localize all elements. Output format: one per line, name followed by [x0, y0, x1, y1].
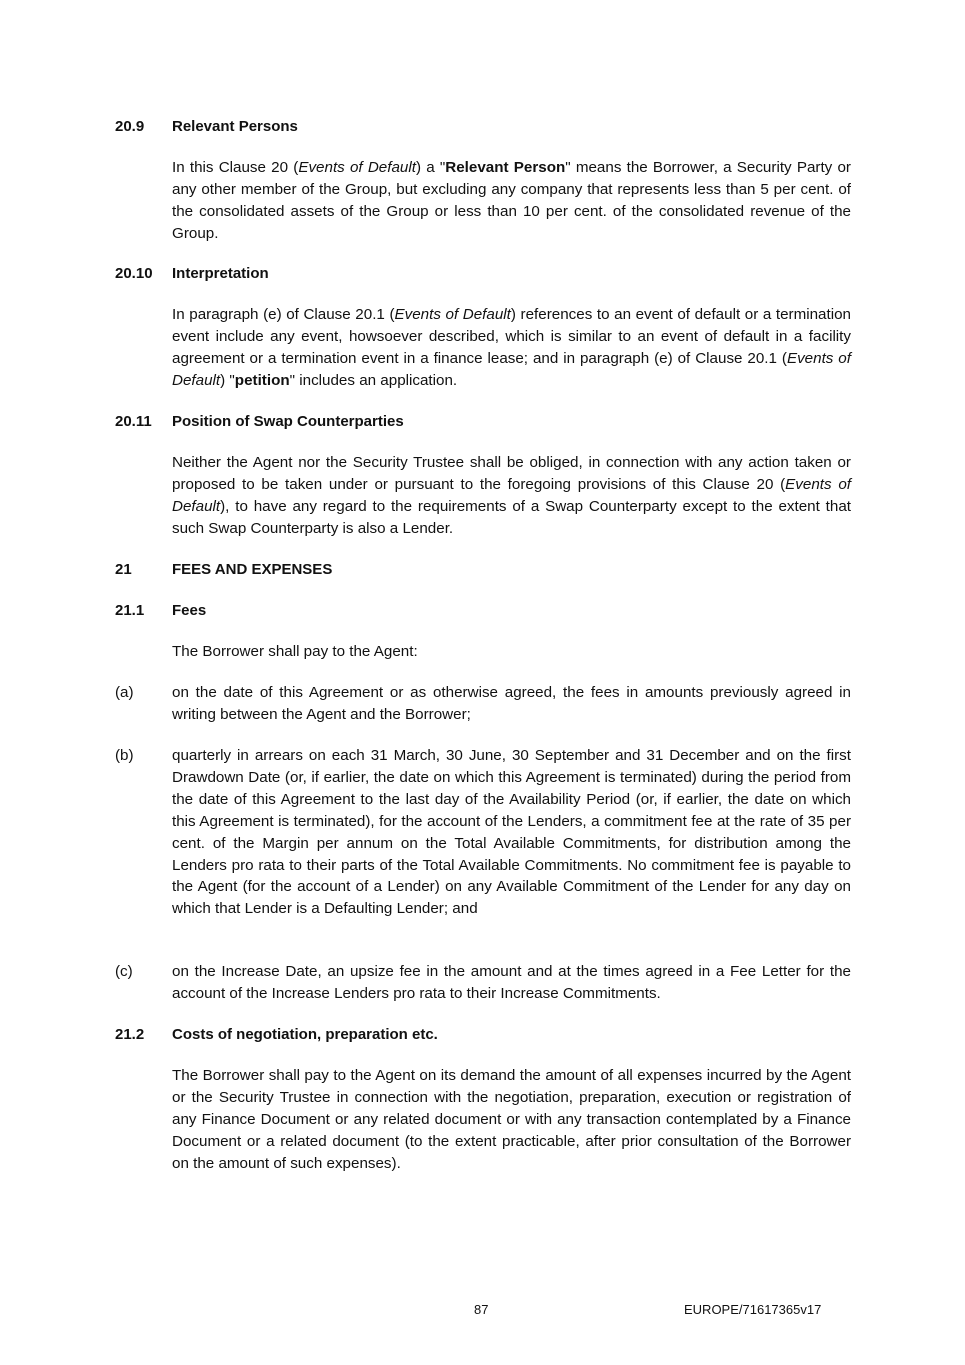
list-item-b — [115, 745, 851, 920]
paragraph-21-2: The Borrower shall pay to the Agent on its demand the amount of all expenses incurred by the Agent or the Security Trustee in connection with the negotiation, preparation, execution or registration of any Finance Document or any related document or with any transaction contemplated by a Finance Document or a related document (to the extent practicable, after prior consultation of the Borrower on the amount of such expenses). — [172, 1067, 851, 1172]
list-item-text: on the Increase Date, an upsize fee in the amount and at the times agreed in a Fee Letter for the account of the Increase Lenders pro rata to their Increase Commitments. — [172, 963, 851, 1002]
list-item-c — [115, 961, 851, 1005]
paragraph-20-10: In paragraph (e) of Clause 20.1 (Events of Default) references to an event of default or a termination event include any event, howsoever described, which is similar to an event of default in a facility agreement or a termination event in a finance lease; and in paragraph (e) of Clause 20.1 (Events of Default) "petition" includes an application. — [172, 306, 851, 389]
section-number: 20.11 — [115, 413, 152, 430]
list-item-text: on the date of this Agreement or as otherwise agreed, the fees in amounts previously agreed in writing between the Agent and the Borrower; — [172, 684, 851, 723]
section-number: 21.2 — [115, 1026, 145, 1043]
paragraph-20-11: Neither the Agent nor the Security Trustee shall be obliged, in connection with any action taken or proposed to be taken under or pursuant to the foregoing provisions of this Clause 20 (Events of Default), to have any regard to the requirements of a Swap Counterparty except to the extent that such Swap Counterparty is also a Lender. — [172, 454, 851, 537]
paragraph-21-1-intro: The Borrower shall pay to the Agent: — [172, 643, 418, 660]
heading-21-2 — [115, 1025, 438, 1045]
heading-20-10 — [115, 264, 269, 284]
list-item-text: quarterly in arrears on each 31 March, 30 June, 30 September and 31 December and on the first Drawdown Date (or, if earlier, the date on which this Agreement is terminated) during the period from the date of this Agreement to the last day of the Availability Period (or, if earlier, the date on which this Agreement is terminated), for the account of the Lenders, a commitment fee at the rate of 35 per cent. of the Margin per annum on the Total Available Commitments, for distribution among the Lenders pro rata to their parts of the Total Available Commitments. No commitment fee is payable to the Agent (for the account of a Lender) on any Available Commitment of the Lender for any day on which that Lender is a Defaulting Lender; and — [172, 747, 851, 918]
list-item-label: (b) — [115, 747, 134, 764]
section-title: Fees — [172, 602, 207, 619]
list-item-label: (c) — [115, 963, 133, 980]
section-title: Interpretation — [172, 265, 269, 282]
section-title: Costs of negotiation, preparation etc. — [172, 1026, 438, 1043]
page-number: 87 — [474, 1302, 489, 1317]
heading-20-11 — [115, 412, 404, 432]
section-title: FEES AND EXPENSES — [172, 561, 333, 578]
section-title: Relevant Persons — [172, 118, 298, 135]
heading-20-9 — [115, 117, 298, 137]
section-number: 20.10 — [115, 265, 153, 282]
heading-21 — [115, 560, 332, 580]
section-number: 21.1 — [115, 602, 145, 619]
section-number: 21 — [115, 561, 132, 578]
section-title: Position of Swap Counterparties — [172, 413, 404, 430]
list-item-label: (a) — [115, 684, 134, 701]
heading-21-1 — [115, 601, 206, 621]
section-number: 20.9 — [115, 118, 145, 135]
paragraph-20-9: In this Clause 20 (Events of Default) a "Relevant Person" means the Borrower, a Security Party or any other member of the Group, but excluding any company that represents less than 5 per cent. of the consolidated assets of the Group or less than 10 per cent. of the consolidated revenue of the Group. — [172, 159, 851, 242]
document-reference: EUROPE/71617365v17 — [684, 1302, 822, 1317]
list-item-a — [115, 682, 851, 726]
